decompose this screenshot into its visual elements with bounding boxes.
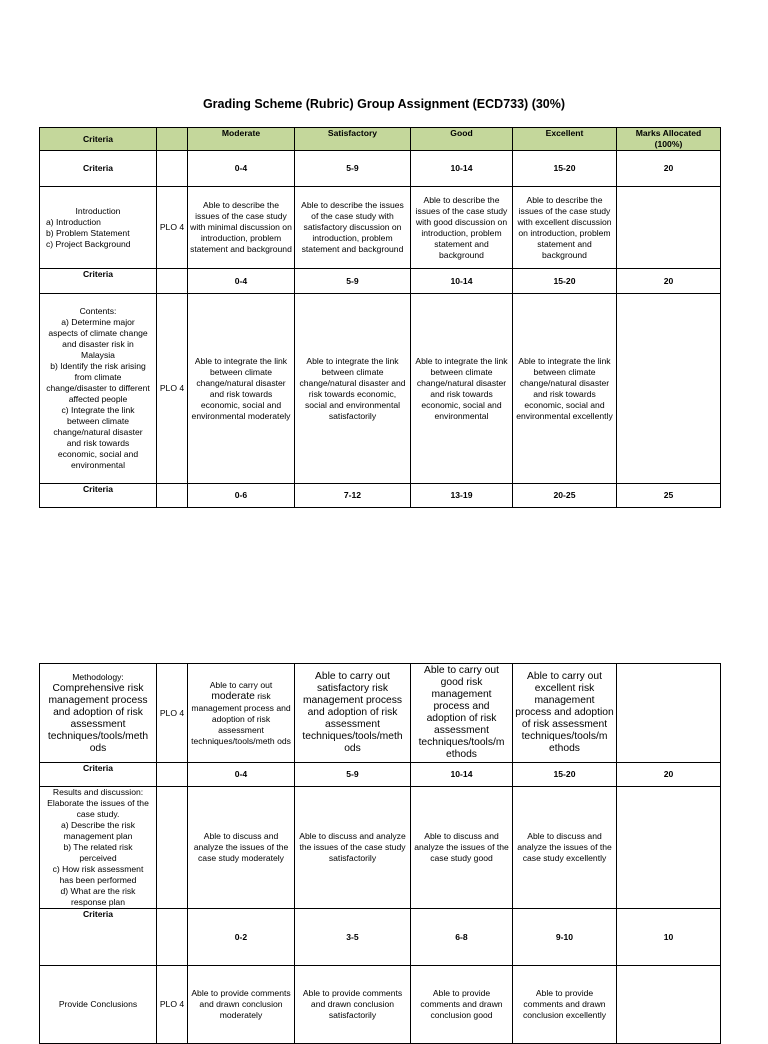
- range-good: 6-8: [411, 909, 513, 966]
- criterion-item: a) Introduction: [46, 216, 101, 227]
- score-row-intro: [40, 151, 721, 187]
- desc-moderate: Able to discuss and analyze the issues of the case study moderately: [188, 787, 295, 909]
- criterion-item: a) Determine major aspects of climate change and disaster risk in Malaysia: [48, 317, 148, 360]
- criteria-label: Criteria: [40, 909, 157, 966]
- desc-moderate: Able to carry out moderate risk management process and adoption of risk assessment techniques/tools/meth ods: [188, 664, 295, 763]
- range-excellent: 15-20: [513, 269, 617, 294]
- criteria-label: Criteria: [40, 484, 157, 508]
- desc-satisfactory: Able to carry out satisfactory risk management process and adoption of risk assessment techniques/tools/meth ods: [295, 664, 411, 763]
- header-marks: [617, 128, 721, 151]
- desc-good: Able to provide comments and drawn conclusion good: [411, 966, 513, 1044]
- range-excellent: 20-25: [513, 484, 617, 508]
- rubric-table-page-2: [39, 663, 721, 1044]
- criterion-title: Results and discussion: Elaborate the issues of the case study.: [47, 787, 149, 819]
- criterion-title: Contents:: [79, 306, 117, 316]
- criteria-label: Criteria: [40, 763, 157, 787]
- range-satisfactory: 5-9: [295, 151, 411, 187]
- criterion-item: b) Problem Statement: [46, 227, 130, 238]
- score-row-contents: [40, 269, 721, 294]
- row-conclusions: [40, 966, 721, 1044]
- criterion-results: [40, 787, 157, 909]
- desc-moderate: Able to integrate the link between climate change/natural disaster and risk towards economic, social and environmental moderately: [188, 294, 295, 484]
- criterion-item: a) Describe the risk management plan: [60, 820, 136, 841]
- criteria-label: Criteria: [40, 151, 157, 187]
- range-excellent: 15-20: [513, 763, 617, 787]
- plo-cell: PLO 4: [157, 664, 188, 763]
- rubric-table-page-1: [39, 127, 721, 508]
- range-satisfactory: 3-5: [295, 909, 411, 966]
- desc-excellent: Able to provide comments and drawn conclusion excellently: [513, 966, 617, 1044]
- criterion-item: c) How risk assessment has been performed: [52, 864, 144, 885]
- criterion-item: d) What are the risk response plan: [60, 886, 136, 907]
- range-good: 13-19: [411, 484, 513, 508]
- header-excellent: Excellent: [513, 128, 617, 151]
- criterion-title: Introduction: [75, 205, 121, 216]
- range-satisfactory: 5-9: [295, 763, 411, 787]
- criterion-body: Comprehensive risk management process and adoption of risk assessment techniques/tools/meth ods: [47, 682, 149, 754]
- criterion-item: b) Identify the risk arising from climate change/disaster to different affected people: [46, 361, 150, 404]
- range-moderate: 0-4: [188, 269, 295, 294]
- criterion-item: c) Integrate the link between climate change/natural disaster and risk towards economic, social and environmental: [53, 405, 143, 470]
- row-results: [40, 787, 721, 909]
- score-row-methodology: [40, 484, 721, 508]
- header-satisfactory: Satisfactory: [295, 128, 411, 151]
- desc-moderate: Able to provide comments and drawn conclusion moderately: [188, 966, 295, 1044]
- row-introduction: [40, 187, 721, 269]
- plo-cell: PLO 4: [157, 294, 188, 484]
- desc-excellent: Able to describe the issues of the case study with excellent discussion on introduction, problem statement and background: [513, 187, 617, 269]
- marks-value: 25: [617, 484, 721, 508]
- marks-value: 20: [617, 763, 721, 787]
- range-good: 10-14: [411, 763, 513, 787]
- desc-moderate: Able to describe the issues of the case study with minimal discussion on introduction, problem statement and background: [188, 187, 295, 269]
- range-excellent: 9-10: [513, 909, 617, 966]
- desc-satisfactory: Able to provide comments and drawn conclusion satisfactorily: [295, 966, 411, 1044]
- plo-cell: PLO 4: [157, 187, 188, 269]
- score-row-results: [40, 763, 721, 787]
- criteria-label: Criteria: [40, 269, 157, 294]
- desc-satisfactory: Able to describe the issues of the case study with satisfactory discussion on introduction, problem statement and background: [295, 187, 411, 269]
- header-row: [40, 128, 721, 151]
- header-good: Good: [411, 128, 513, 151]
- criterion-conclusions: Provide Conclusions: [40, 966, 157, 1044]
- range-good: 10-14: [411, 269, 513, 294]
- row-methodology: [40, 664, 721, 763]
- desc-satisfactory: Able to integrate the link between climate change/natural disaster and risk towards economic, social and environmental satisfactorily: [295, 294, 411, 484]
- criterion-title: Methodology:: [72, 671, 124, 682]
- score-row-conclusions: [40, 909, 721, 966]
- plo-cell: PLO 4: [157, 966, 188, 1044]
- criterion-introduction: [40, 187, 157, 269]
- range-good: 10-14: [411, 151, 513, 187]
- row-contents: [40, 294, 721, 484]
- desc-excellent: Able to discuss and analyze the issues of the case study excellently: [513, 787, 617, 909]
- header-marks-line2: (100%): [654, 139, 683, 149]
- range-moderate: 0-4: [188, 151, 295, 187]
- range-satisfactory: 7-12: [295, 484, 411, 508]
- criterion-item: c) Project Background: [46, 238, 131, 249]
- desc-good: Able to integrate the link between climate change/natural disaster and risk towards economic, social and environmental: [411, 294, 513, 484]
- desc-excellent: Able to carry out excellent risk management process and adoption of risk assessment techniques/tools/m ethods: [513, 664, 617, 763]
- desc-good: Able to carry out good risk management process and adoption of risk assessment techniques/tools/m ethods: [411, 664, 513, 763]
- header-marks-line1: Marks Allocated: [635, 128, 702, 138]
- desc-satisfactory: Able to discuss and analyze the issues of the case study satisfactorily: [295, 787, 411, 909]
- criterion-contents: [40, 294, 157, 484]
- desc-good: Able to describe the issues of the case study with good discussion on introduction, problem statement and background: [411, 187, 513, 269]
- marks-value: 10: [617, 909, 721, 966]
- header-criteria: Criteria: [40, 128, 157, 151]
- header-moderate: Moderate: [188, 128, 295, 151]
- page-title: Grading Scheme (Rubric) Group Assignment (ECD733) (30%): [202, 97, 566, 111]
- range-moderate: 0-4: [188, 763, 295, 787]
- range-moderate: 0-6: [188, 484, 295, 508]
- marks-value: 20: [617, 151, 721, 187]
- criterion-methodology: [40, 664, 157, 763]
- marks-value: 20: [617, 269, 721, 294]
- header-plo: [157, 128, 188, 151]
- range-moderate: 0-2: [188, 909, 295, 966]
- desc-excellent: Able to integrate the link between climate change/natural disaster and risk towards economic, social and environmental excellently: [513, 294, 617, 484]
- range-satisfactory: 5-9: [295, 269, 411, 294]
- range-excellent: 15-20: [513, 151, 617, 187]
- desc-good: Able to discuss and analyze the issues of the case study good: [411, 787, 513, 909]
- criterion-item: b) The related risk perceived: [63, 842, 133, 863]
